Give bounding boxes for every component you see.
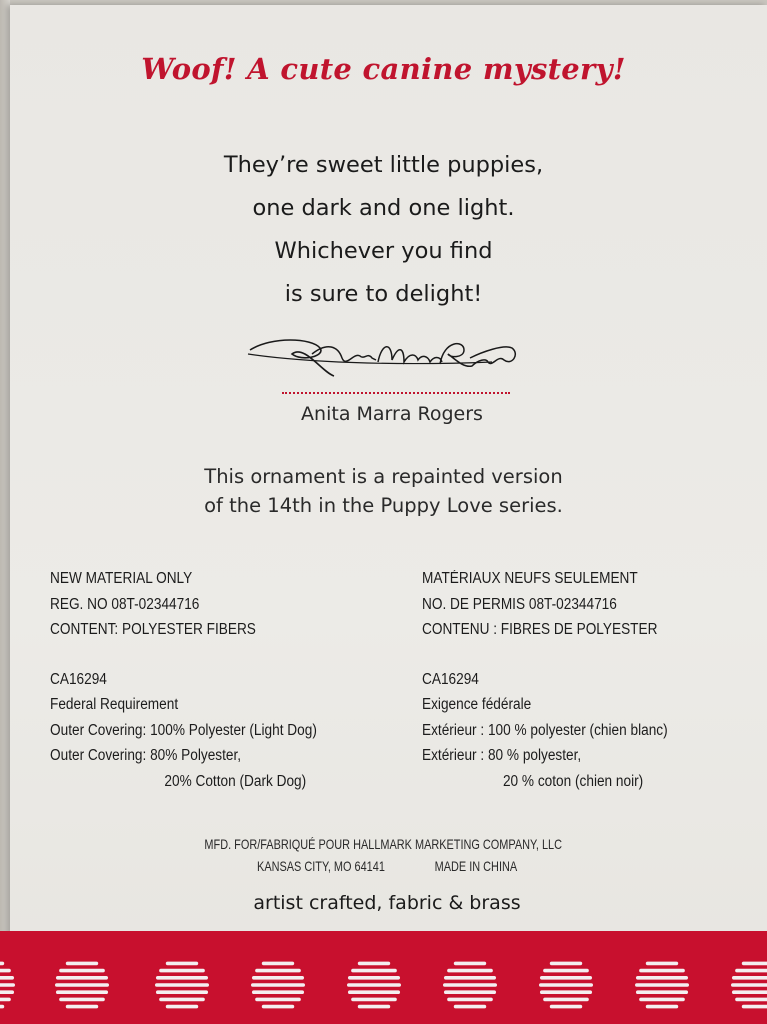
striped-ornament-icon [443,962,497,1009]
manufacturer-city: KANSAS CITY, MO 64141 [256,858,385,874]
label-line: CONTENT: POLYESTER FIBERS [50,621,256,638]
striped-ornament-icon [635,962,689,1009]
covering-dark-dog-cont: 20 % coton (chien noir) [502,772,644,790]
product-code: CA16294 [50,670,107,688]
manufacturer-line [0,836,767,852]
label-line: REG. NO 08T-02344716 [50,595,200,613]
author-name: Anita Marra Rogers [301,403,483,425]
striped-ornament-icon [55,962,109,1009]
series-note-line: This ornament is a repainted version [204,465,563,488]
headline: Woof! A cute canine mystery! [141,52,626,86]
label-line: NO. DE PERMIS 08T-02344716 [422,595,617,613]
striped-ornament-icon [539,962,593,1009]
striped-ornament-icon [251,962,305,1009]
poem-line: is sure to delight! [284,281,483,307]
series-note-line: of the 14th in the Puppy Love series. [204,494,563,517]
product-code: CA16294 [422,670,479,688]
covering-dark-dog: Extérieur : 80 % polyester, [422,747,582,764]
poem-line: They’re sweet little puppies, [223,152,544,178]
requirement-label: Federal Requirement [50,696,179,713]
label-line: MATÉRIAUX NEUFS SEULEMENT [422,570,638,587]
signature-dotted-rule [282,392,510,394]
covering-dark-dog-cont: 20% Cotton (Dark Dog) [164,772,307,790]
manufacturer-name: MFD. FOR/FABRIQUÉ POUR HALLMARK MARKETING COMPANY, LLC [204,836,563,852]
requirement-label: Exigence fédérale [422,696,532,713]
signature-image [242,332,522,382]
covering-light-dog: Outer Covering: 100% Polyester (Light Dog) [50,721,317,739]
poem [0,146,767,318]
series-note [0,462,767,520]
label-line: NEW MATERIAL ONLY [50,570,193,587]
poem-line: one dark and one light. [252,195,515,221]
manufacturer-address-line [0,858,767,874]
country-of-origin: MADE IN CHINA [434,858,517,874]
tagline: artist crafted, fabric & brass [253,892,521,914]
decorative-bottom-band [0,931,767,1024]
covering-light-dog: Extérieur : 100 % polyester (chien blanc) [422,721,668,739]
covering-dark-dog: Outer Covering: 80% Polyester, [50,747,242,764]
english-label-column [50,566,317,794]
striped-ornament-icon [347,962,401,1009]
striped-ornament-icon [0,962,15,1009]
ornament-stripe-pattern [0,931,767,1024]
striped-ornament-icon [155,962,209,1009]
french-label-column [422,566,668,794]
label-line: CONTENU : FIBRES DE POLYESTER [422,621,658,638]
poem-line: Whichever you find [274,238,493,264]
striped-ornament-icon [731,962,767,1009]
